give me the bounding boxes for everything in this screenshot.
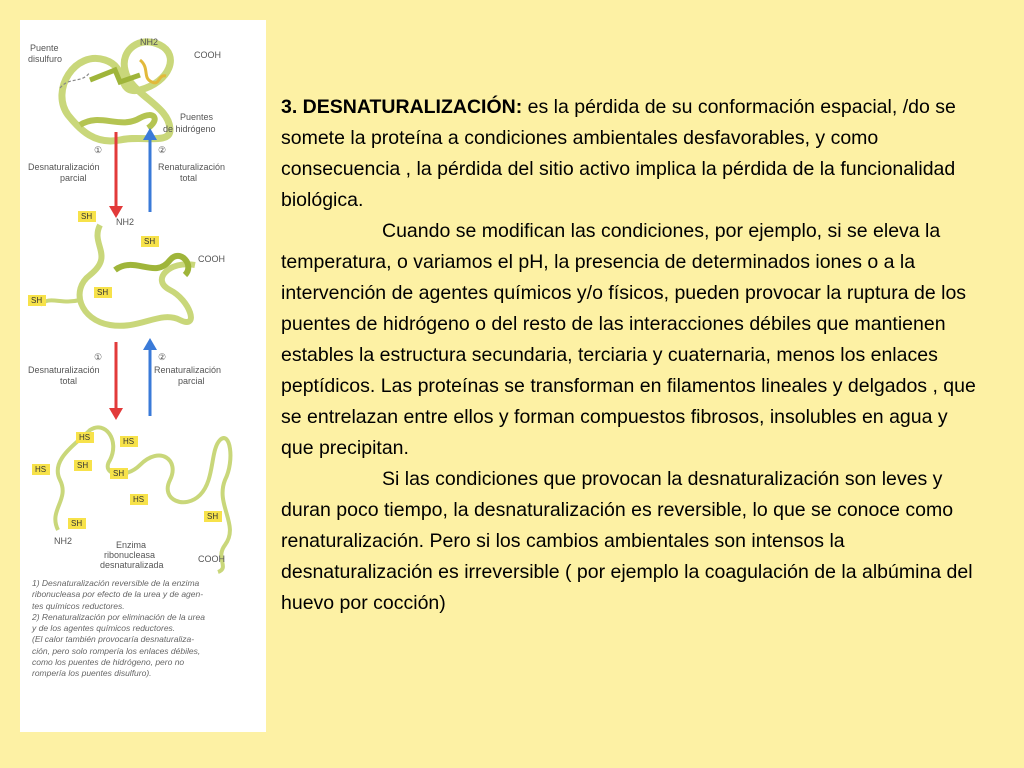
- caption-line: ribonucleasa por efecto de la urea y de agen-: [32, 589, 204, 600]
- label-desnat-parcial-2: parcial: [60, 173, 87, 183]
- sh-text-5: SH: [77, 461, 89, 470]
- arrow-up-1-head: [143, 128, 157, 140]
- label-renat-parcial-1: Renaturalización: [154, 365, 222, 375]
- label-nh2-mid: NH2: [116, 217, 135, 227]
- sh-text-4: SH: [31, 296, 43, 305]
- label-nh2-top: NH2: [140, 37, 159, 47]
- sh-text-1: SH: [81, 212, 93, 221]
- sh-text-7: SH: [207, 512, 219, 521]
- label-cooh-top: COOH: [194, 50, 221, 60]
- label-enzima-1: Enzima: [116, 540, 147, 550]
- step1-label-b: ①: [94, 352, 103, 362]
- label-nh2-bottom: NH2: [54, 536, 73, 546]
- paragraph-2-text: Cuando se modifican las condiciones, por ejemplo, si se eleva la temperatura, o variamos el pH, la presencia de determinados iones o a la intervención de agentes químicos y/o físicos, pueden provocar la ruptura de los puentes de hidrógeno o del resto de las interacciones débiles que mantienen estables la estructura secundaria, terciaria y cuaternaria, menos los enlaces peptídicos. Las proteínas se transforman en filamentos lineales y delgados , que se entrelazan entre ellos y forman compuestos fibrosos, insolubles en agua y que precipitan.: [281, 220, 976, 459]
- arrow-up-2-head: [143, 338, 157, 350]
- label-renat-parcial-2: parcial: [178, 376, 205, 386]
- sh-text-3: SH: [97, 288, 109, 297]
- native-protein: [60, 42, 170, 141]
- body-text: [281, 92, 981, 619]
- figure-caption: [32, 578, 258, 680]
- paragraph-1-text: es la pérdida de su conformación espacial, /do se somete la proteína a condiciones ambientales desfavorables, y como consecuencia , la pérdida del sitio activo implica la pérdida de la funcionalidad biológica.: [281, 96, 956, 211]
- caption-line: (El calor también provocaría desnaturaliza-: [32, 634, 195, 645]
- step1-label-a: ①: [94, 145, 103, 155]
- caption-line: rompería los puentes disulfuro).: [32, 668, 152, 679]
- label-cooh-mid: COOH: [198, 254, 225, 264]
- protein-denaturation-figure: [20, 20, 266, 732]
- hs-text-3: HS: [35, 465, 47, 474]
- caption-line: 1) Desnaturalización reversible de la enzima: [32, 578, 200, 588]
- label-renat-total-1: Renaturalización: [158, 162, 226, 172]
- label-disulfuro: disulfuro: [28, 54, 63, 64]
- step2-label-a: ②: [158, 145, 167, 155]
- section-heading: 3. DESNATURALIZACIÓN:: [281, 96, 523, 118]
- paragraph-3-text: Si las condiciones que provocan la desnaturalización son leves y duran poco tiempo, la desnaturalización es reversible, lo que se conoce como renaturalización. Pero si los cambios ambientales son intensos la desnaturalización es irreversible ( por ejemplo la coagulación de la albúmina del huevo por cocción): [281, 468, 973, 614]
- hs-text-1: HS: [79, 433, 91, 442]
- label-cooh-bottom: COOH: [198, 554, 225, 564]
- caption-line: y de los agentes químicos reductores.: [32, 623, 176, 634]
- caption-line: 2) Renaturalización por eliminación de la urea: [32, 611, 205, 622]
- paragraph-3: [281, 464, 981, 619]
- sh-text-2: SH: [144, 237, 156, 246]
- label-puente: Puente: [30, 43, 59, 53]
- partial-protein: [40, 225, 195, 326]
- hs-text-4: HS: [133, 495, 145, 504]
- label-desnat-total-1: Desnaturalización: [28, 365, 100, 375]
- paragraph-1: [281, 92, 981, 216]
- label-renat-total-2: total: [180, 173, 198, 183]
- caption-line: tes químicos reductores.: [32, 600, 125, 611]
- hs-text-2: HS: [123, 437, 135, 446]
- label-enzima-3: desnaturalizada: [100, 560, 164, 570]
- sh-text-8: SH: [71, 519, 83, 528]
- label-puentes: Puentes: [180, 112, 214, 122]
- paragraph-2: [281, 216, 981, 464]
- sh-text-6: SH: [113, 469, 125, 478]
- label-desnat-total-2: total: [60, 376, 78, 386]
- arrow-down-2-head: [109, 408, 123, 420]
- label-desnat-parcial-1: Desnaturalización: [28, 162, 100, 172]
- caption-line: como los puentes de hidrógeno, pero no: [32, 657, 185, 668]
- step2-label-b: ②: [158, 352, 167, 362]
- label-hidrogeno: de hidrógeno: [163, 124, 216, 134]
- label-enzima-2: ribonucleasa: [104, 550, 156, 560]
- caption-line: ción, pero solo rompería los enlaces débiles,: [32, 645, 201, 656]
